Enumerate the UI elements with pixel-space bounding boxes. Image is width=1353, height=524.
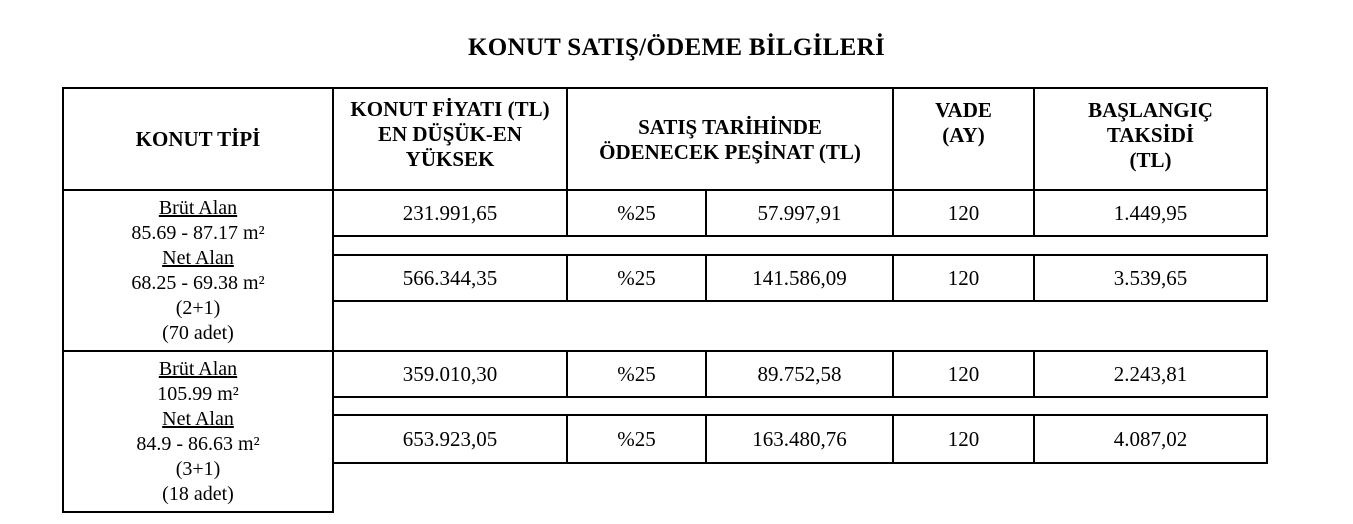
page-title: KONUT SATIŞ/ÖDEME BİLGİLERİ: [467, 34, 885, 61]
group-2-description: Brüt Alan 105.99 m² Net Alan 84.9 - 86.63 m² (3+1) (18 adet): [136, 357, 260, 505]
header-konut-tipi: KONUT TİPİ: [135, 126, 261, 151]
row-4-fiyat: 653.923,05: [402, 426, 498, 451]
row-1-vade: 120: [947, 200, 980, 225]
row-4-taksit: 4.087,02: [1113, 426, 1188, 451]
row-3-fiyat: 359.010,30: [402, 361, 498, 386]
row-1-taksit: 1.449,95: [1113, 200, 1188, 225]
row-1-pesinat: 57.997,91: [757, 200, 842, 225]
row-4-oran: %25: [617, 426, 656, 451]
row-3-vade: 120: [947, 361, 980, 386]
row-3-oran: %25: [617, 361, 656, 386]
header-baslangic-taksidi: BAŞLANGIÇ TAKSİDİ (TL): [1088, 98, 1213, 172]
row-1-fiyat: 231.991,65: [402, 200, 498, 225]
row-3-pesinat: 89.752,58: [757, 361, 842, 386]
header-vade: VADE (AY): [935, 98, 992, 147]
row-2-vade: 120: [947, 265, 980, 290]
row-2-oran: %25: [617, 265, 656, 290]
header-konut-fiyati: KONUT FİYATI (TL) EN DÜŞÜK-EN YÜKSEK: [350, 97, 550, 171]
row-2-pesinat: 141.586,09: [752, 265, 847, 290]
row-1-oran: %25: [617, 200, 656, 225]
row-2-taksit: 3.539,65: [1113, 265, 1188, 290]
row-2-fiyat: 566.344,35: [402, 265, 498, 290]
row-3-taksit: 2.243,81: [1113, 361, 1188, 386]
header-pesinat: SATIŞ TARİHİNDE ÖDENECEK PEŞİNAT (TL): [599, 115, 861, 164]
row-4-vade: 120: [947, 426, 980, 451]
group-1-description: Brüt Alan 85.69 - 87.17 m² Net Alan 68.25 - 69.38 m² (2+1) (70 adet): [131, 196, 265, 344]
row-4-pesinat: 163.480,76: [752, 426, 847, 451]
